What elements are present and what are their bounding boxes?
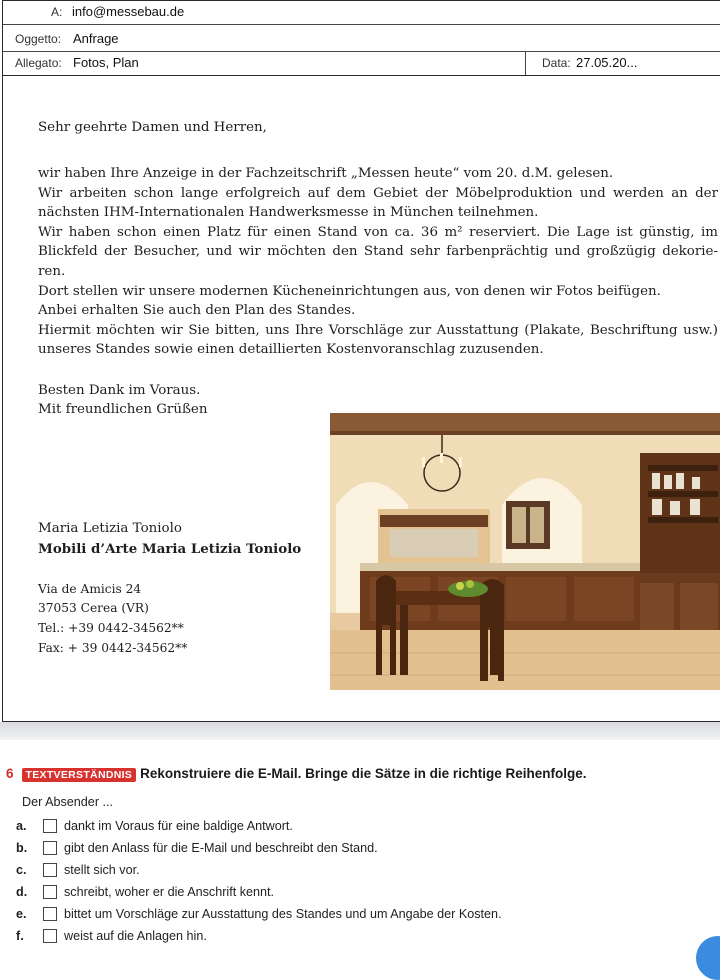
attachment-label: Allegato: bbox=[15, 56, 62, 70]
body-paragraph: Wir arbeiten schon lange erfolgreich auf dem Gebiet der Möbelproduktion und werden an der nächsten IHM-Internationalen Handwerksmesse in München teilnehmen. bbox=[38, 185, 718, 221]
exercise-badge: TEXTVERSTÄNDNIS bbox=[22, 768, 137, 782]
option-text: gibt den Anlass für die E-Mail und beschreibt den Stand. bbox=[64, 841, 378, 855]
page-divider bbox=[0, 722, 720, 740]
kitchen-photo bbox=[330, 413, 720, 690]
phone-number: Tel.: +39 0442-34562** bbox=[38, 621, 184, 635]
subject-row bbox=[3, 28, 720, 52]
option-letter: c. bbox=[16, 863, 27, 877]
option-text: stellt sich vor. bbox=[64, 863, 140, 877]
body-paragraph: Dort stellen wir unsere modernen Kücheneinrichtungen aus, von denen wir Fotos beifügen. bbox=[38, 283, 661, 299]
option-letter: e. bbox=[16, 907, 27, 921]
exercise-number: 6 bbox=[6, 766, 14, 781]
body-paragraph: Hiermit möchten wir Sie bitten, uns Ihre Vorschläge zur Ausstattung (Plakate, Beschriftung usw.) unseres Standes sowie einen detaillierten Kostenvoranschlag zuzusenden. bbox=[38, 322, 718, 358]
option-checkbox[interactable] bbox=[43, 819, 57, 833]
body-paragraph: wir haben Ihre Anzeige in der Fachzeitschrift „Messen heute“ vom 20. d.M. gelesen. bbox=[38, 166, 614, 181]
closing-regards: Mit freundlichen Grüßen bbox=[38, 402, 208, 417]
greeting: Sehr geehrte Damen und Herren, bbox=[38, 120, 267, 135]
letter-body bbox=[38, 164, 718, 360]
body-paragraph: Anbei erhalten Sie auch den Plan des Standes. bbox=[38, 303, 356, 319]
option-checkbox[interactable] bbox=[43, 907, 57, 921]
option-checkbox[interactable] bbox=[43, 929, 57, 943]
date-label: Data: bbox=[542, 56, 571, 70]
option-text: dankt im Voraus für eine baldige Antwort. bbox=[64, 819, 293, 833]
corner-decoration bbox=[696, 936, 720, 980]
to-field[interactable]: info@messebau.de bbox=[72, 4, 185, 19]
subject-label: Oggetto: bbox=[15, 32, 62, 46]
exercise-subtitle: Der Absender ... bbox=[22, 795, 114, 809]
to-label: A: bbox=[51, 5, 63, 19]
street-address: Via de Amicis 24 bbox=[38, 582, 142, 596]
option-checkbox[interactable] bbox=[43, 841, 57, 855]
company-name: Mobili d’Arte Maria Letizia Toniolo bbox=[38, 541, 302, 557]
option-letter: f. bbox=[16, 929, 24, 943]
date-cell bbox=[525, 52, 720, 75]
option-text: schreibt, woher er die Anschrift kennt. bbox=[64, 885, 274, 899]
attachment-row bbox=[3, 52, 720, 76]
city-address: 37053 Cerea (VR) bbox=[38, 601, 149, 615]
option-letter: b. bbox=[16, 841, 28, 855]
option-checkbox[interactable] bbox=[43, 885, 57, 899]
option-text: bittet um Vorschläge zur Ausstattung des Standes und um Angabe der Kosten. bbox=[64, 907, 502, 921]
exercise-instruction: Rekonstruiere die E-Mail. Bringe die Sätze in die richtige Reihenfolge. bbox=[140, 766, 587, 781]
option-letter: d. bbox=[16, 885, 28, 899]
to-row bbox=[3, 1, 720, 25]
exercise-heading bbox=[6, 766, 586, 782]
option-checkbox[interactable] bbox=[43, 863, 57, 877]
option-text: weist auf die Anlagen hin. bbox=[64, 929, 207, 943]
body-paragraph: Wir haben schon einen Platz für einen Stand von ca. 36 m² reserviert. Die Lage ist günstig, im Blickfeld der Besucher, und wir möchten den Stand sehr farbenprächtig und großzügig dekorie-ren. bbox=[38, 224, 718, 279]
sender-name: Maria Letizia Toniolo bbox=[38, 521, 182, 536]
fax-number: Fax: + 39 0442-34562** bbox=[38, 641, 188, 655]
option-letter: a. bbox=[16, 819, 27, 833]
closing-thanks: Besten Dank im Voraus. bbox=[38, 383, 201, 398]
date-field: 27.05.20... bbox=[576, 55, 638, 70]
attachment-field[interactable]: Fotos, Plan bbox=[73, 55, 139, 70]
subject-field[interactable]: Anfrage bbox=[73, 31, 119, 46]
